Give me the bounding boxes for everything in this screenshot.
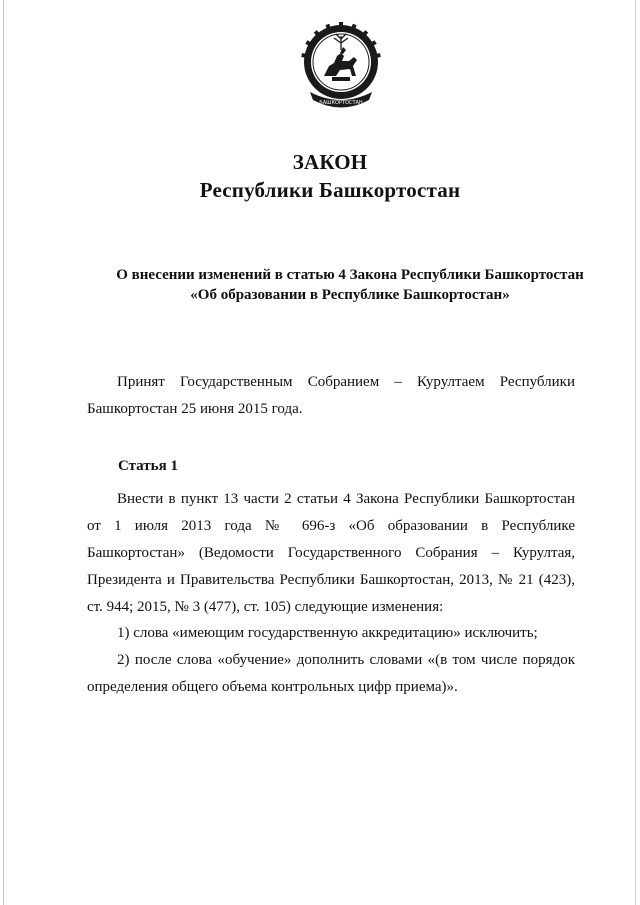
adoption-paragraph: Принят Государственным Собранием – Курултаем Республики Башкортостан 25 июня 2015 года. [87, 374, 575, 417]
scan-edge-left [3, 0, 4, 905]
article-line-5: ст. 944; 2015, № 3 (477), ст. 105) следующие изменения: [87, 599, 444, 615]
article-line-2: от 1 июля 2013 года № 696-з «Об образовании в Республике [87, 518, 575, 534]
subject-line-1: О внесении изменений в статью 4 Закона Республики Башкортостан [116, 267, 584, 283]
coat-of-arms-icon [296, 20, 386, 120]
subject-line-2: «Об образовании в Республике Башкортостан» [190, 287, 510, 303]
article-line-4: Президента и Правительства Республики Башкортостан, 2013, № 21 (423), [87, 572, 575, 588]
amendment-item-2-line-2: определения общего объема контрольных цифр приема)». [87, 679, 458, 695]
article-heading: Статья 1 [118, 458, 178, 474]
law-subtitle: Республики Башкортостан [199, 178, 461, 202]
amendment-item-2-line-1: 2) после слова «обучение» дополнить словами «(в том числе порядок [117, 652, 575, 668]
article-line-1: Внести в пункт 13 части 2 статьи 4 Закона Республики Башкортостан [117, 491, 575, 507]
scan-edge-right [635, 0, 636, 905]
emblem-ribbon-text: БАШКОРТОСТАН [319, 100, 363, 106]
law-title: ЗАКОН [292, 150, 368, 174]
amendment-item-1: 1) слова «имеющим государственную аккредитацию» исключить; [117, 625, 538, 641]
article-line-3: Башкортостан» (Ведомости Государственного Собрания – Курултая, [87, 545, 575, 561]
